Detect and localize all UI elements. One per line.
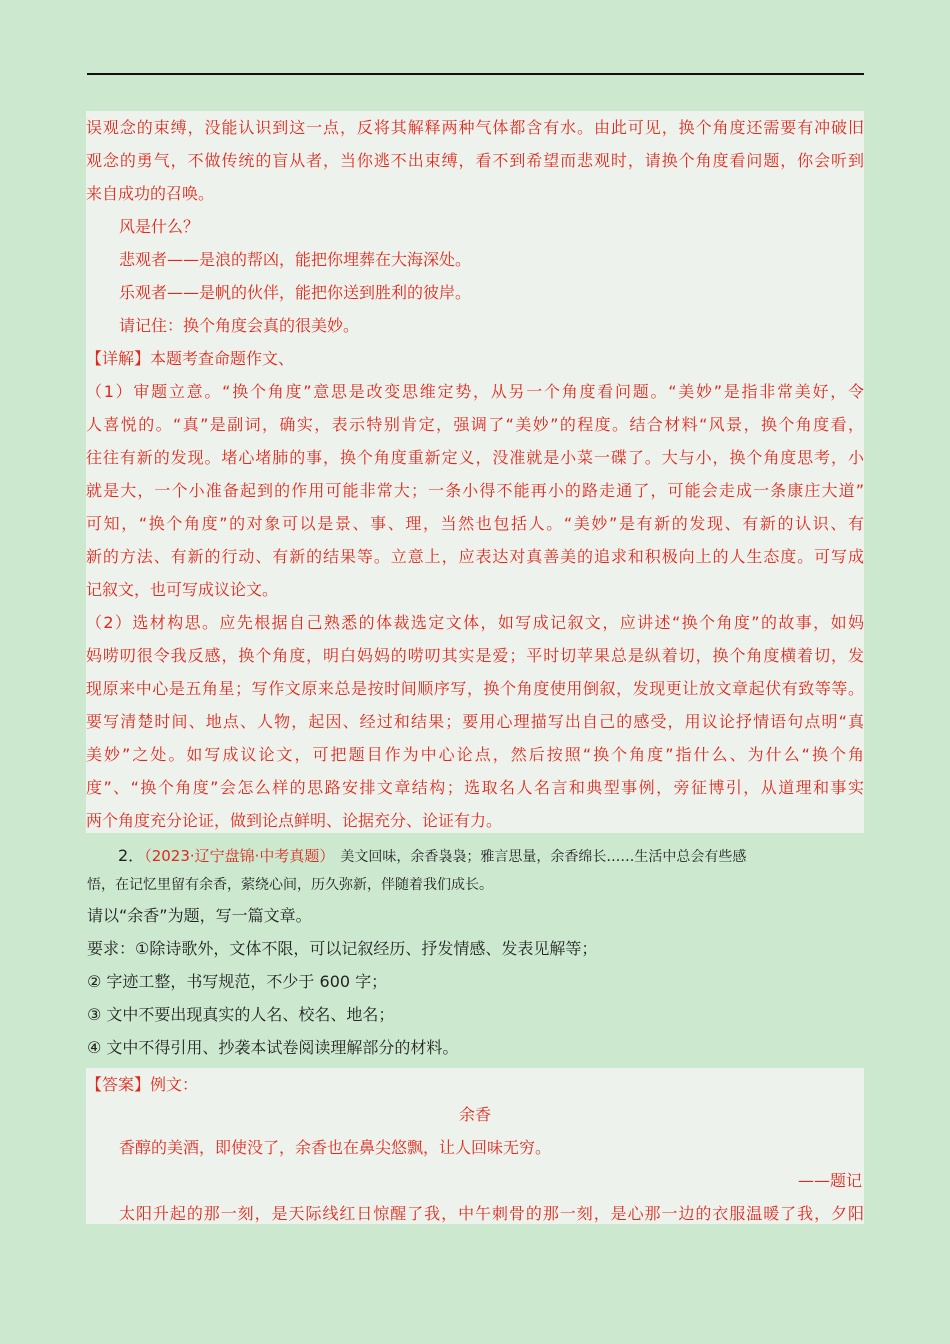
analysis-line: 就是大，一个小准备起到的作用可能非常大；一条小得不能再小的路走通了，可能会走成一条康庄大道” xyxy=(86,481,864,500)
analysis-line: 人喜悦的。“真”是副词，确实，表示特别肯定，强调了“美妙”的程度。结合材料“风景，换个角度看， xyxy=(86,415,864,434)
answer-label: 【答案】 xyxy=(86,1075,151,1094)
answer-label-line xyxy=(86,1068,198,1101)
detail-title: 【详解】本题考查命题作文、 xyxy=(86,349,295,368)
question-number: 2． xyxy=(118,846,145,865)
question-source: （2023·辽宁盘锦·中考真题） xyxy=(144,847,335,865)
answer-example: 例文： xyxy=(150,1075,199,1094)
analysis-line: （2）选材构思。应先根据自己熟悉的体裁选定文体，如写成记叙文，应讲述“换个角度”的故事，如妈 xyxy=(86,613,864,632)
analysis-line: 妈唠叨很令我反感，换个角度，明白妈妈的唠叨其实是爱；平时切苹果总是纵着切，换个角度横着切，发 xyxy=(86,646,864,665)
analysis-line: 度”、“换个角度”会怎么样的思路安排文章结构；选取名人名言和典型事例，旁征博引，从道理和事实 xyxy=(86,778,864,797)
question-prompt-line2: 悟，在记忆里留有余香，萦绕心间，历久弥新，伴随着我们成长。 xyxy=(87,877,493,893)
analysis-line: 要写清楚时间、地点、人物，起因、经过和结果；要用心理描写出自己的感受，用议论抒情语句点明“真 xyxy=(86,712,864,731)
essay-line: 香醇的美酒，即使没了，余香也在鼻尖悠飘，让人回味无穷。 xyxy=(119,1138,552,1157)
analysis-line: 记叙文，也可写成议论文。 xyxy=(86,580,279,599)
analysis-line: 现原来中心是五角星；写作文原来总是按时间顺序写，换个角度使用倒叙，发现更让放文章起伏有致等等。 xyxy=(86,679,864,698)
analysis-line: （1）审题立意。“换个角度”意思是改变思维定势，从另一个角度看问题。“美妙”是指非常美好，令 xyxy=(86,382,864,401)
essay-line: 太阳升起的那一刻，是天际线红日惊醒了我，中午刺骨的那一刻，是心那一边的衣服温暖了我，夕阳 xyxy=(119,1204,864,1223)
analysis-line: 两个角度充分论证，做到论点鲜明、论据充分、论证有力。 xyxy=(86,811,503,830)
essay-title: 余香 xyxy=(458,1105,491,1124)
analysis-line: 往往有新的发现。堵心堵肺的事，换个角度重新定义，没准就是小菜一碟了。大与小，换个角度思考，小 xyxy=(86,448,864,467)
requirement-2: ② 字迹工整，书写规范，不少于 600 字； xyxy=(87,972,388,991)
optimist-line: 乐观者——是帆的伙伴，能把你送到胜利的彼岸。 xyxy=(119,283,472,302)
remember-line: 请记住：换个角度会真的很美妙。 xyxy=(119,316,360,335)
requirement-3: ③ 文中不要出现真实的人名、校名、地名； xyxy=(87,1005,395,1024)
question-2 xyxy=(118,839,746,872)
answer-block-1 xyxy=(86,111,864,833)
paragraph-line: 来自成功的召唤。 xyxy=(86,184,215,203)
requirement-1: 要求：①除诗歌外，文体不限，可以记叙经历、抒发情感、发表见解等； xyxy=(87,939,598,958)
requirement-4: ④ 文中不得引用、抄袭本试卷阅读理解部分的材料。 xyxy=(87,1038,459,1057)
wind-question: 风是什么？ xyxy=(119,217,200,236)
essay-attribution: ——题记 xyxy=(797,1171,862,1190)
analysis-line: 可知，“换个角度”的对象可以是景、事、理，当然也包括人。“美妙”是有新的发现、有新的认识、有 xyxy=(86,514,864,533)
analysis-line: 美妙”之处。如写成议论文，可把题目作为中心论点，然后按照“换个角度”指什么、为什么“换个角 xyxy=(86,745,864,764)
paragraph-line: 观念的勇气，不做传统的盲从者，当你逃不出束缚，看不到希望而悲观时，请换个角度看问题，你会听到 xyxy=(86,151,864,170)
analysis-line: 新的方法、有新的行动、有新的结果等。立意上，应表达对真善美的追求和积极向上的人生态度。可写成 xyxy=(86,547,864,566)
pessimist-line: 悲观者——是浪的帮凶，能把你埋葬在大海深处。 xyxy=(119,250,472,269)
question-task: 请以“余香”为题，写一篇文章。 xyxy=(87,906,312,925)
header-rule xyxy=(87,73,864,75)
answer-block-2 xyxy=(86,1068,864,1224)
question-prompt: 美文回味，余香袅袅；雅言思量，余香绵长……生活中总会有些感 xyxy=(340,849,747,865)
paragraph-line: 误观念的束缚，没能认识到这一点，反将其解释两种气体都含有水。由此可见，换个角度还需要有冲破旧 xyxy=(86,118,864,137)
